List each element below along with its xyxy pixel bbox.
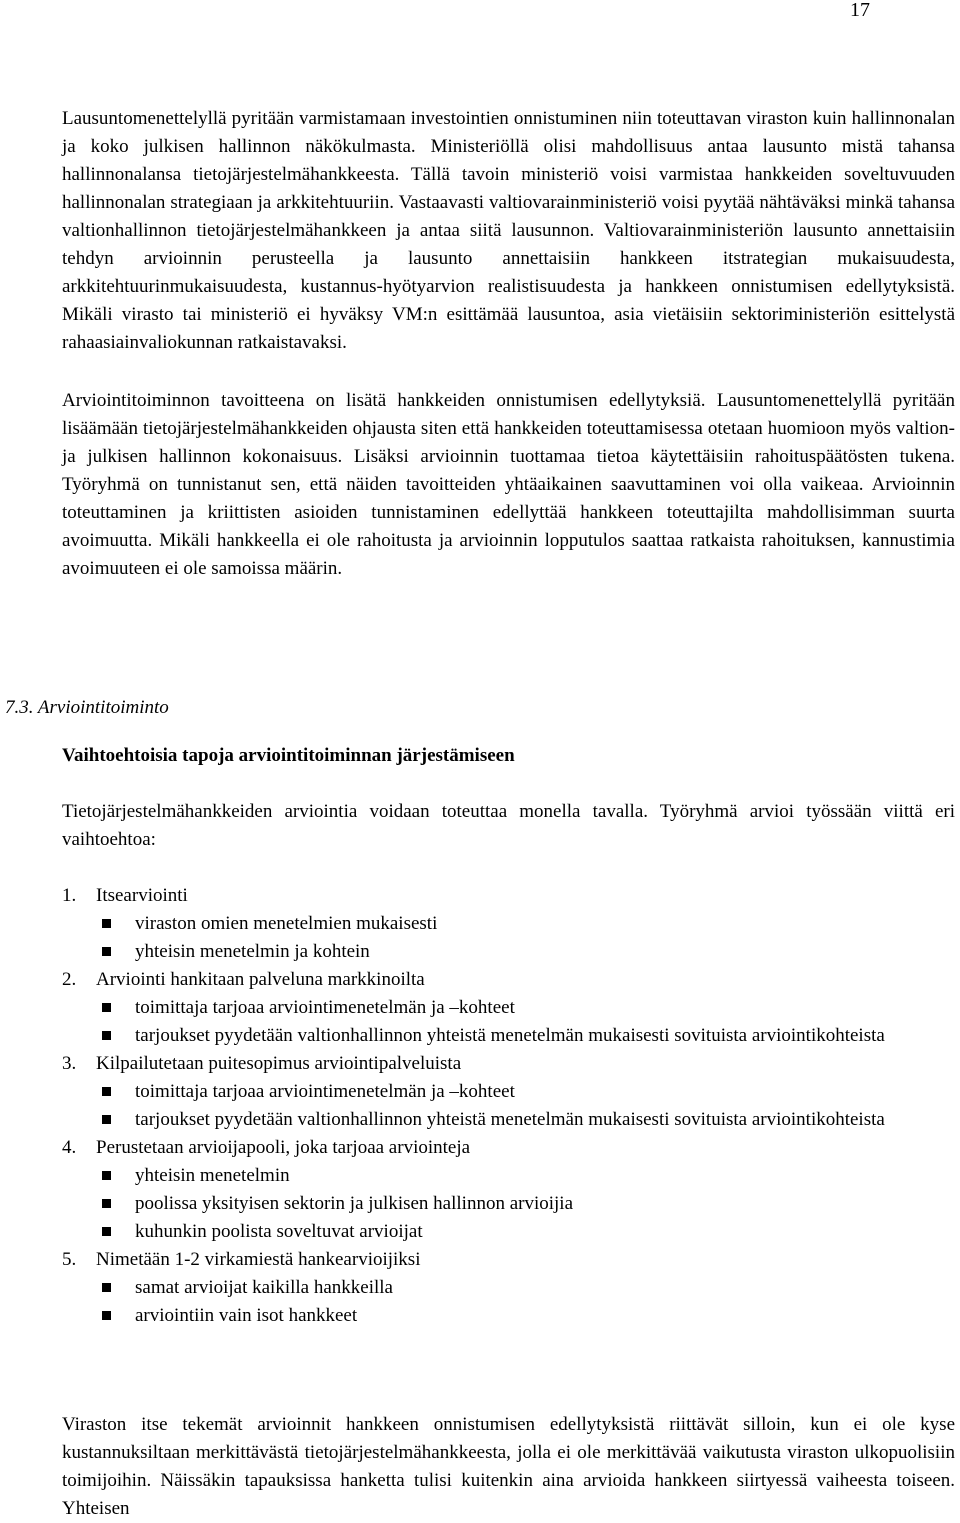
square-bullet-icon — [102, 947, 111, 956]
item-number: 2. — [62, 969, 77, 990]
options-list — [62, 882, 955, 1330]
item-number: 3. — [62, 1053, 77, 1074]
item-label: Kilpailutetaan puitesopimus arviointipalveluista — [96, 1053, 462, 1074]
list-item — [62, 1050, 955, 1134]
sub-item: viraston omien menetelmien mukaisesti — [62, 910, 955, 938]
list-item — [62, 882, 955, 966]
square-bullet-icon — [102, 1283, 111, 1292]
closing-paragraph: Viraston itse tekemät arvioinnit hankkeen onnistumisen edellytyksistä riittävät silloin, kun ei ole kyse kustannuksiltaan merkittävästä tietojärjestelmähankkeesta, jolla ei ole merkittävää vaikutusta viraston ulkopuolisiin toimijoihin. Näissäkin tapauksissa hanketta tulisi kuitenkin aina arvioida hankkeen siirtyessä vaiheesta toiseen. Yhteisen — [62, 1414, 955, 1519]
item-label: Itsearviointi — [96, 885, 188, 906]
square-bullet-icon — [102, 919, 111, 928]
sub-item: toimittaja tarjoaa arviointimenetelmän ja –kohteet — [62, 1078, 955, 1106]
sub-item: toimittaja tarjoaa arviointimenetelmän ja –kohteet — [62, 994, 955, 1022]
sub-item: yhteisin menetelmin — [62, 1162, 955, 1190]
square-bullet-icon — [102, 1031, 111, 1040]
list-item — [62, 966, 955, 1050]
paragraph-2: Arviointitoiminnon tavoitteena on lisätä hankkeiden onnistumisen edellytyksiä. Lausuntomenettelyllä pyritään lisäämään tietojärjestelmähankkeiden ohjausta siten että hankkeiden toteuttamisessa otetaan huomioon myös valtion- ja julkisen hallinnon kokonaisuus. Lisäksi arvioinnin tuottamaa tietoa käytettäisiin rahoituspäätösten tukena. Työryhmä on tunnistanut sen, että näiden tavoitteiden yhtäaikainen saavuttaminen voi olla vaikeaa. Arvioinnin toteuttaminen ja kriittisten asioiden tunnistaminen edellyttää hankkeen toteuttajilta mahdollisimman suurta avoimuutta. Mikäli hankkeella ei ole rahoitusta ja arvioinnin lopputulos saattaa ratkaista rahoituksen, kannustimia avoimuuteen ei ole samoissa määrin. — [62, 390, 955, 579]
sub-item: tarjoukset pyydetään valtionhallinnon yhteistä menetelmän mukaisesti sovituista arviointikohteista — [62, 1106, 955, 1134]
sub-item: kuhunkin poolista soveltuvat arvioijat — [62, 1218, 955, 1246]
sub-item: arviointiin vain isot hankkeet — [62, 1302, 955, 1330]
item-label: Nimetään 1-2 virkamiestä hankearvioijiksi — [96, 1249, 421, 1270]
list-item — [62, 1134, 955, 1246]
item-number: 1. — [62, 885, 77, 906]
item-number: 4. — [62, 1137, 77, 1158]
square-bullet-icon — [102, 1227, 111, 1236]
item-number: 5. — [62, 1249, 77, 1270]
sub-item: tarjoukset pyydetään valtionhallinnon yhteistä menetelmän mukaisesti sovituista arviointikohteista — [62, 1022, 955, 1050]
square-bullet-icon — [102, 1171, 111, 1180]
item-label: Arviointi hankitaan palveluna markkinoilta — [96, 969, 425, 990]
page-number: 17 — [850, 0, 870, 21]
square-bullet-icon — [102, 1115, 111, 1124]
list-item — [62, 1246, 955, 1330]
intro-paragraph: Tietojärjestelmähankkeiden arviointia voidaan toteuttaa monella tavalla. Työryhmä arvioi työssään viittä eri vaihtoehtoa: — [62, 801, 955, 850]
square-bullet-icon — [102, 1087, 111, 1096]
square-bullet-icon — [102, 1311, 111, 1320]
subheading: Vaihtoehtoisia tapoja arviointitoiminnan järjestämiseen — [62, 745, 515, 766]
sub-item: samat arvioijat kaikilla hankkeilla — [62, 1274, 955, 1302]
item-label: Perustetaan arvioijapooli, joka tarjoaa arviointeja — [96, 1137, 471, 1158]
sub-item: yhteisin menetelmin ja kohtein — [62, 938, 955, 966]
sub-item: poolissa yksityisen sektorin ja julkisen hallinnon arvioijia — [62, 1190, 955, 1218]
square-bullet-icon — [102, 1199, 111, 1208]
square-bullet-icon — [102, 1003, 111, 1012]
paragraph-1: Lausuntomenettelyllä pyritään varmistamaan investointien onnistuminen niin toteuttavan viraston kuin hallinnonalan ja koko julkisen hallinnon näkökulmasta. Ministeriöllä olisi mahdollisuus antaa lausunto mistä tahansa hallinnonalansa tietojärjestelmähankkeesta. Tällä tavoin ministeriö voisi varmistaa hankkeiden soveltuvuuden hallinnonalan strategiaan ja arkkitehtuuriin. Vastaavasti valtiovarainministeriö voisi pyytää nähtäväksi minkä tahansa valtionhallinnon tietojärjestelmähankkeen ja antaa siitä lausunnon. Valtiovarainministeriön lausunto annettaisiin tehdyn arvioinnin perusteella ja lausunto annettaisiin hankkeen itstrategian mukaisuudesta, arkkitehtuurinmukaisuudesta, kustannus-hyötyarvion realistisuudesta ja hankkeen onnistumisen edellytyksistä. Mikäli virasto tai ministeriö ei hyväksy VM:n esittämää lausuntoa, asia vietäisiin sektoriministeriön esittelystä rahaasiainvaliokunnan ratkaistavaksi. — [62, 108, 955, 353]
section-heading: 7.3. Arviointitoiminto — [5, 697, 169, 718]
body-text — [62, 105, 955, 583]
